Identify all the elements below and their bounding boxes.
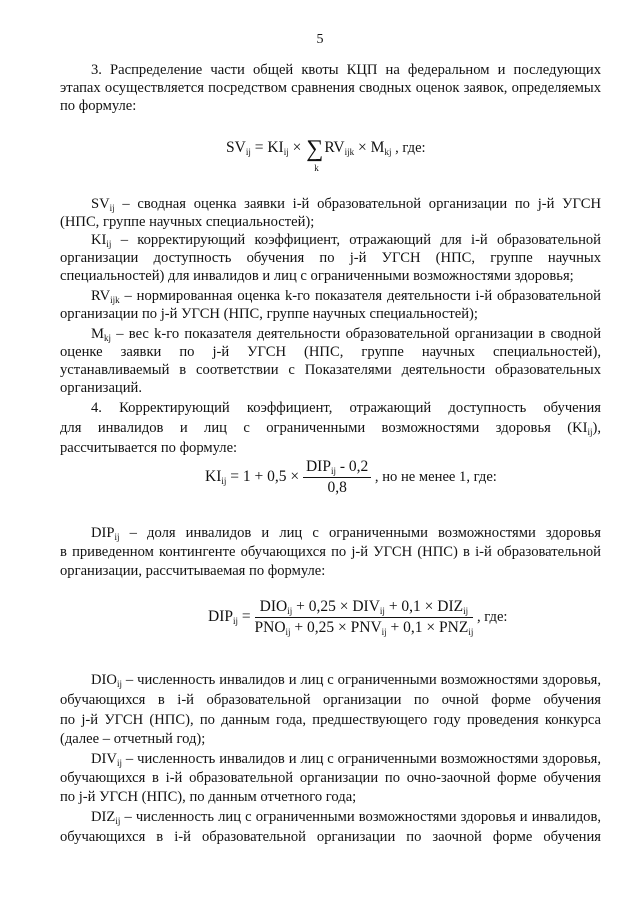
def-div: $DIV_{ij}$ – численность инвалидов и лиц с ограниченными возможностями здоровья, xyxy=(91,751,601,768)
def-m-cont-2: устанавливаемый в соответствии с Показателями деятельности образовательных xyxy=(60,362,601,378)
def-div-cont-2: по j-й УГСН (НПС), по данным отчетного года; xyxy=(60,789,357,805)
def-m-cont-3: организаций. xyxy=(60,380,142,396)
def-diz-cont-1: обучающихся в i-й образовательной организации по заочной форме обучения xyxy=(60,829,601,845)
para3-line-3: по формуле: xyxy=(60,98,137,114)
f2-fraction: $\frac{DIP_{ij} - 0,2}{0,8}$ xyxy=(303,458,371,497)
def-m: $M_{kj}$ – вес k-го показателя деятельности образовательной организации в сводной xyxy=(91,326,601,343)
f2-tail: , но не менее 1, где: xyxy=(371,469,497,486)
def-dio: $DIO_{ij}$ – численность инвалидов и лиц с ограниченными возможностями здоровья, xyxy=(91,672,601,689)
summation-symbol xyxy=(306,136,324,173)
para3-line-2: этапах осуществляется посредством сравнения сводных оценок заявок, определяемых xyxy=(60,80,601,96)
f1-c: M xyxy=(370,139,385,156)
def-dio-cont-1: обучающихся в i-й образовательной организации по очной форме обучения xyxy=(60,692,601,708)
def-ki: $KI_{ij}$ – корректирующий коэффициент, отражающий для i-й образовательной xyxy=(91,232,601,249)
f3-lhs: DIP xyxy=(208,608,233,626)
def-dip: $DIP_{ij}$ – доля инвалидов и лиц с ограниченными возможностями здоровья xyxy=(91,525,601,542)
def-dio-cont-2: по j-й УГСН (НПС), по данным года, предшествующего году проведения конкурса xyxy=(60,712,601,728)
f1-a-sub: ij xyxy=(283,147,289,157)
f2-lhs: KI xyxy=(205,468,222,486)
def-dio-cont-3: (далее – отчетный год); xyxy=(60,731,206,747)
f3-tail: , где: xyxy=(473,609,508,626)
f1-c-sub: kj xyxy=(384,147,392,157)
def-dip-cont-1: в приведенном контингенте обучающихся по j-й УГСН (НПС) в i-й образовательной xyxy=(60,544,601,560)
def-dip-cont-2: организации, рассчитываемая по формуле: xyxy=(60,563,326,579)
f1-tail: , где: xyxy=(391,140,426,156)
def-diz: $DIZ_{ij}$ – численность лиц с ограниченными возможностями здоровья и инвалидов, xyxy=(91,809,601,826)
f3-lhs-sub: ij xyxy=(232,616,238,627)
def-rv-cont: организации по j-й УГСН (НПС, группе научных специальностей); xyxy=(60,306,478,322)
def-rv: $RV_{ijk}$ – нормированная оценка k-го показателя деятельности i-й образовательной xyxy=(91,288,601,305)
def-sv: $SV_{ij}$ – сводная оценка заявки i-й образовательной организации по j-й УГСН xyxy=(91,196,601,213)
f1-eq: = xyxy=(250,139,268,156)
def-m-cont-1: оценке заявки по j-й УГСН (НПС, группе научных специальностей), xyxy=(60,344,601,360)
def-ki-cont-1: организации доступность обучения по j-й УГСН (НПС, группе научных xyxy=(60,250,601,266)
para3-line-1: 3. Распределение части общей квоты КЦП на федеральном и последующих xyxy=(91,62,601,78)
def-sv-cont: (НПС, группе научных специальностей); xyxy=(60,214,315,230)
f3-eq: = xyxy=(238,608,255,626)
f1-lhs-sub: ij xyxy=(245,147,251,157)
f1-sum-sub: k xyxy=(314,163,319,173)
f1-sum: ∑ xyxy=(306,136,324,162)
f2-pre: = 1 + 0,5 × xyxy=(226,468,303,486)
f1-lhs: SV xyxy=(226,139,246,156)
formula-dip xyxy=(208,598,508,637)
f1-a: KI xyxy=(267,139,284,156)
formula-sv xyxy=(226,136,426,173)
def-div-cont-1: обучающихся в i-й образовательной организации по очно-заочной форме обучения xyxy=(60,770,601,786)
f1-times2: × xyxy=(354,139,371,156)
para4-line-1: 4. Корректирующий коэффициент, отражающий доступность обучения xyxy=(91,400,601,416)
f1-times: × xyxy=(288,139,306,156)
formula-ki xyxy=(205,458,497,497)
page-number: 5 xyxy=(316,32,324,47)
f1-b-sub: ijk xyxy=(344,147,355,157)
f1-b: RV xyxy=(324,139,345,156)
def-ki-cont-2: специальностей) для инвалидов и лиц с ограниченными возможностями здоровья; xyxy=(60,268,574,284)
f2-lhs-sub: ij xyxy=(221,476,227,487)
para4-line-3: рассчитывается по формуле: xyxy=(60,440,238,456)
para4-line-2: для инвалидов и лиц с ограниченными возможностями здоровья $(KI_{ij})$, xyxy=(60,420,601,437)
f3-fraction: $\frac{DIO_{ij} + 0,25 \times DIV_{ij} + 0,1 \times DIZ_{ij}}{PNO_{ij} + 0,25 \times PNV_{ij} + 0,1 \times PNZ_{ij}}$ xyxy=(254,598,474,637)
